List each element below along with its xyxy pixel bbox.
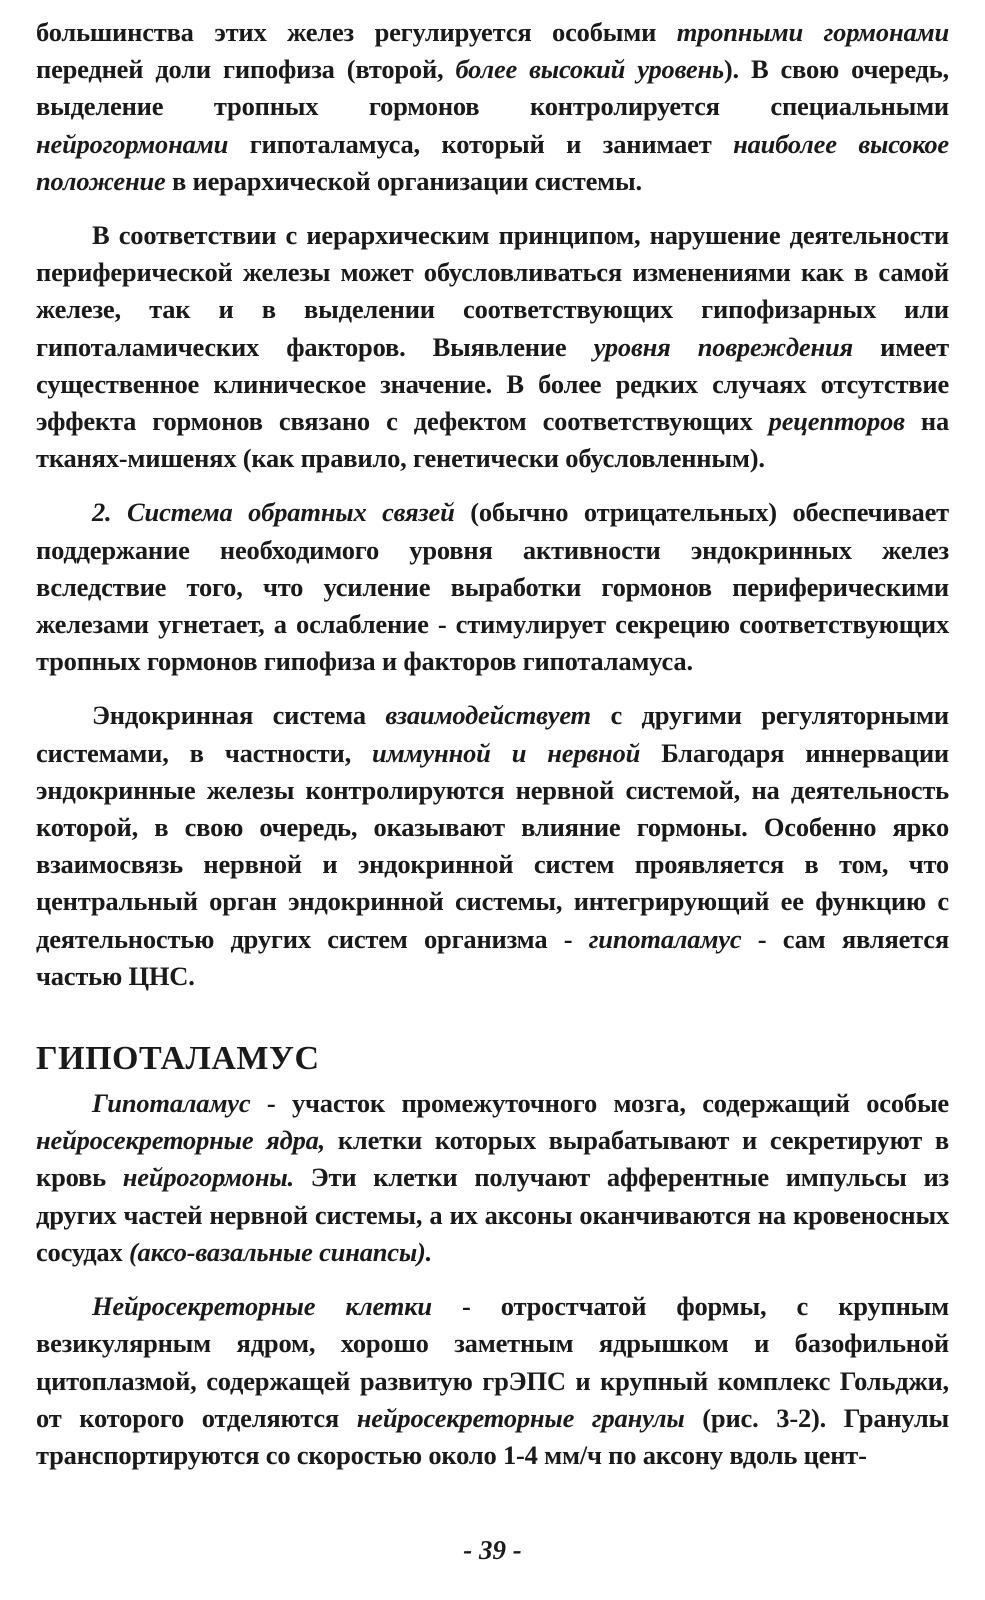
italic-term: Нейросекреторные клетки bbox=[92, 1291, 432, 1322]
section-heading: ГИПОТАЛАМУС bbox=[36, 1040, 320, 1078]
text-run: гипоталамуса, который и занимает bbox=[228, 128, 734, 159]
page-body bbox=[36, 14, 949, 1474]
italic-term: нейрогормоны. bbox=[122, 1162, 294, 1193]
italic-term: наиболее высокое положение bbox=[36, 128, 949, 196]
text-run: в иерархической организации системы. bbox=[165, 165, 642, 196]
text-run: Благодаря иннервации эндокринные железы контролируются нервной системой, на деятельность которой, в свою очередь, оказывают влияние гормоны. Особенно ярко взаимосвязь нервной и эндокринной систем проявляется в том, что центральный орган эндокринной системы, интегрирующий ее функцию с деятельностью других систем организма - bbox=[36, 737, 949, 954]
text-run: В соответствии с иерархическим принципом, нарушение деятельности периферической железы может обусловливаться изменениями как в самой железе, так и в выделении соответствующих гипофизарных или гипоталамических факторов. Выявление bbox=[36, 220, 949, 362]
paragraph-interaction bbox=[36, 697, 949, 995]
text-run: на тканях-мишенях (как правило, генетически обусловленным). bbox=[36, 406, 950, 474]
italic-term: нейрогормонами bbox=[36, 128, 229, 159]
paragraph-hypothalamus-definition bbox=[36, 1085, 949, 1271]
italic-term: рецепторов bbox=[768, 406, 905, 437]
text-run: клетки которых вырабатывают и секретируют в кровь bbox=[36, 1125, 949, 1193]
italic-term: тропными гормонами bbox=[676, 17, 949, 47]
italic-term: гипоталамус bbox=[588, 923, 742, 954]
italic-term: нейросекреторные гранулы bbox=[356, 1402, 685, 1433]
text-run: передней доли гипофиза (второй, bbox=[36, 54, 456, 85]
text-run: - участок промежуточного мозга, содержащий особые bbox=[250, 1088, 949, 1119]
paragraph-hierarchical-principle bbox=[36, 217, 949, 477]
paragraph-hierarchy-continued bbox=[36, 14, 949, 200]
italic-term: более высокий уровень bbox=[455, 54, 724, 85]
text-run: Эндокринная система bbox=[92, 700, 386, 731]
text-run: с другими регуляторными системами, в частности, bbox=[36, 700, 949, 768]
italic-term: Гипоталамус bbox=[92, 1088, 251, 1119]
text-run: - отростчатой формы, с крупным везикулярным ядром, хорошо заметным ядрышком и базофильной цитоплазмой, содержащей развитую грЭПС и крупный комплекс Гольджи, от которого отделяются bbox=[36, 1291, 949, 1433]
text-run: Эти клетки получают афферентные импульсы из других частей нервной системы, а их аксоны оканчиваются на кровеносных сосудах bbox=[36, 1162, 949, 1267]
italic-term: 2. Система обратных связей bbox=[92, 497, 455, 528]
italic-term: (аксо-вазальные синапсы). bbox=[128, 1236, 433, 1267]
page-number: - 39 - bbox=[463, 1535, 522, 1565]
italic-term: взаимодействует bbox=[385, 700, 591, 731]
text-run: ). В свою очередь, выделение тропных гормонов контролируется специальными bbox=[36, 54, 949, 122]
italic-term: нейросекреторные ядра, bbox=[36, 1125, 326, 1156]
paragraph-feedback-system bbox=[36, 494, 949, 680]
text-run: (рис. 3-2). Гранулы транспортируются со скоростью около 1-4 мм/ч по аксону вдоль цент- bbox=[36, 1402, 949, 1470]
italic-term: иммунной и нервной bbox=[372, 737, 641, 768]
text-run: имеет существенное клиническое значение. В более редких случаях отсутствие эффекта гормонов связано с дефектом соответствующих bbox=[36, 331, 949, 437]
text-run: (обычно отрицательных) обеспечивает поддержание необходимого уровня активности эндокринных желез вследствие того, что усиление выработки гормонов периферическими железами угнетает, а ослабление - стимулирует секрецию соответствующих тропных гормонов гипофиза и факторов гипоталамуса. bbox=[36, 497, 949, 677]
text-run: - сам является частью ЦНС. bbox=[36, 923, 949, 991]
paragraph-neurosecretory-cells bbox=[36, 1288, 949, 1474]
italic-term: уровня повреждения bbox=[593, 331, 853, 362]
text-run: большинства этих желез регулируется особыми bbox=[36, 17, 677, 47]
